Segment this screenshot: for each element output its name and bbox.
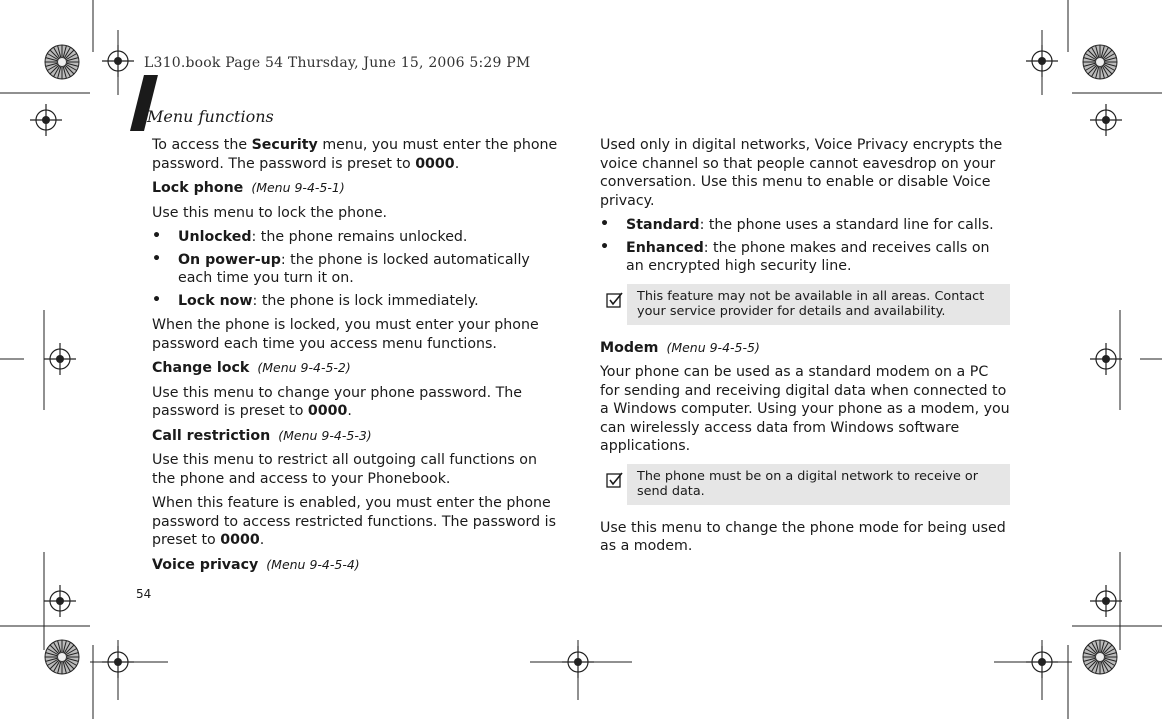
option-term: Enhanced: [626, 239, 704, 256]
modem-closing: Use this menu to change the phone mode for being used as a modem.: [600, 519, 1006, 554]
section-title: Menu functions: [147, 107, 274, 126]
desc-period: .: [347, 403, 352, 419]
call-restriction-after: [152, 494, 562, 550]
menu-ref: (Menu 9-4-5-5): [666, 339, 760, 355]
modem-heading: [600, 339, 1010, 358]
checkbox-note-icon: [606, 292, 624, 308]
password-code: 0000: [307, 403, 348, 419]
heading-text: Voice privacy: [152, 556, 259, 573]
password-code: 0000: [220, 532, 260, 548]
security-intro: [152, 136, 562, 173]
lock-phone-heading: [152, 179, 562, 198]
option-term: On power-up: [178, 251, 281, 268]
password-code: 0000: [415, 155, 455, 172]
voice-privacy-desc: Used only in digital networks, Voice Privacy encrypts the voice channel so that people cannot eavesdrop on your conversation. Use this menu to enable or disable Voice privacy.: [600, 137, 1003, 209]
lock-phone-options: [152, 228, 562, 310]
modem-desc: Your phone can be used as a standard modem on a PC for sending and receiving digital data when connected to a Windows computer. Using your phone as a modem, you can wirelessly access data from Windows software applications.: [600, 364, 1010, 454]
note-text: This feature may not be available in all areas. Contact your service provider for details and availability.: [637, 288, 985, 319]
voice-privacy-heading: [152, 556, 562, 575]
lock-phone-after: When the phone is locked, you must enter your phone password each time you access menu functions.: [152, 317, 539, 352]
menu-ref: (Menu 9-4-5-3): [278, 427, 372, 443]
option-text: : the phone is lock immediately.: [252, 292, 479, 309]
option-item: [600, 239, 1010, 276]
option-item: [152, 228, 562, 247]
file-header-line: L310.book Page 54 Thursday, June 15, 2006 5:29 PM: [144, 55, 531, 71]
checkbox-note-icon: [606, 472, 624, 488]
color-target-center: [1096, 653, 1104, 661]
call-restriction-heading: [152, 427, 562, 446]
intro-period: .: [454, 155, 460, 172]
menu-ref: (Menu 9-4-5-1): [251, 180, 345, 195]
lock-phone-desc: Use this menu to lock the phone.: [152, 204, 388, 221]
intro-text-2: menu, you must enter the phone password. The password is preset to: [152, 137, 558, 172]
note-box: [627, 284, 1010, 325]
option-text: : the phone is locked automatically each time you turn it on.: [178, 251, 530, 286]
color-target-center: [58, 653, 66, 661]
heading-text: Modem: [600, 339, 659, 356]
option-term: Unlocked: [178, 229, 252, 245]
option-text: : the phone remains unlocked.: [251, 229, 468, 245]
call-restriction-desc: Use this menu to restrict all outgoing call functions on the phone and access to your Phonebook.: [152, 452, 537, 487]
page-number: 54: [136, 587, 152, 601]
desc-text: Use this menu to change your phone password. The password is preset to: [152, 384, 523, 419]
right-column: [600, 136, 1010, 562]
color-target-center: [1096, 58, 1104, 66]
intro-text: To access the: [152, 137, 252, 153]
option-item: [600, 216, 1010, 235]
option-text: : the phone makes and receives calls on an encrypted high security line.: [626, 239, 990, 274]
menu-ref: (Menu 9-4-5-2): [257, 360, 351, 375]
menu-ref: (Menu 9-4-5-4): [266, 556, 360, 572]
voice-privacy-options: [600, 216, 1010, 276]
option-text: : the phone uses a standard line for calls.: [699, 217, 994, 233]
note-box: [627, 464, 1010, 505]
option-term: Standard: [626, 217, 700, 233]
change-lock-heading: [152, 359, 562, 378]
heading-text: Change lock: [152, 360, 250, 376]
security-term: Security: [251, 137, 318, 153]
heading-text: Call restriction: [152, 427, 271, 444]
option-item: [152, 292, 562, 311]
note-text: The phone must be on a digital network to receive or send data.: [637, 468, 979, 499]
desc-period: .: [259, 532, 265, 548]
left-column: [152, 136, 562, 580]
desc-text: When this feature is enabled, you must enter the phone password to access restricted functions. The password is preset to: [152, 495, 556, 548]
option-item: [152, 251, 562, 288]
option-term: Lock now: [178, 292, 253, 309]
change-lock-desc: [152, 384, 562, 421]
color-target-center: [58, 58, 66, 66]
heading-text: Lock phone: [152, 180, 244, 196]
